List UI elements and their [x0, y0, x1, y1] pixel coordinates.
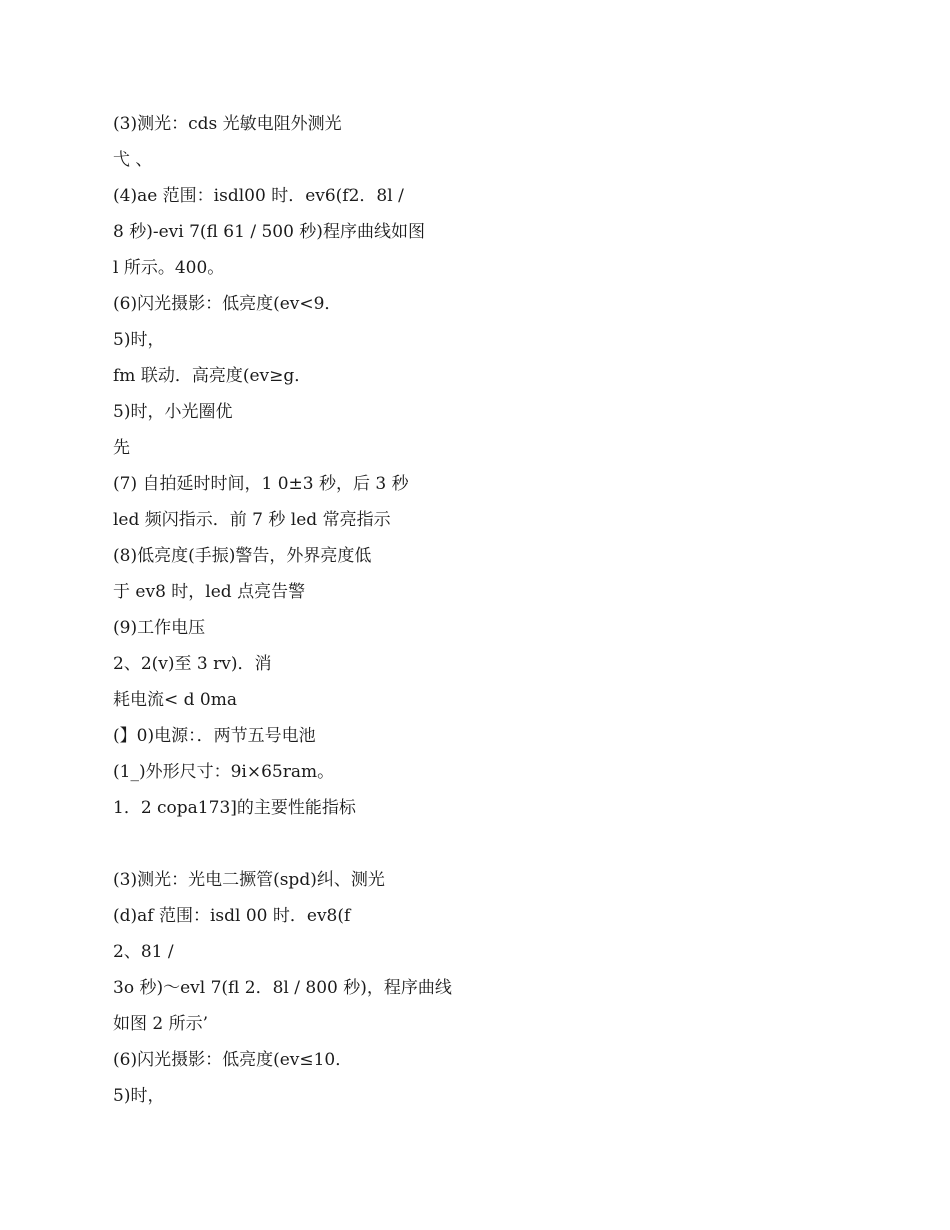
text-line: 3o 秒)～evl 7(fl 2．8l / 800 秒)，程序曲线: [113, 978, 452, 998]
text-line: (8)低亮度(手振)警告，外界亮度低: [113, 546, 372, 566]
text-line: (3)测光：光电二撅管(spd)纠、测光: [113, 870, 385, 890]
text-line: 如图 2 所示’: [113, 1014, 209, 1034]
text-line: 2、2(v)至 3 rv)．消: [113, 654, 272, 674]
text-line: fm 联动．高亮度(ev≥g．: [113, 366, 312, 386]
text-line: (3)测光：cds 光敏电阻外测光: [113, 114, 342, 134]
blank-line: [113, 832, 813, 868]
document-body: [113, 112, 813, 1120]
text-line: 耗电流< d 0ma: [113, 690, 238, 710]
text-line: 5)时，: [113, 330, 165, 350]
text-line: (9)工作电压: [113, 618, 206, 638]
section-heading: 1．2 copa173]的主要性能指标: [113, 798, 356, 818]
text-line: 5)时，: [113, 1086, 165, 1106]
text-line: 于 ev8 时，led 点亮告警: [113, 582, 306, 602]
text-line: (6)闪光摄影：低亮度(ev≤10．: [113, 1050, 353, 1070]
text-line: (】0)电源：．两节五号电池: [113, 726, 316, 746]
text-line: led 频闪指示．前 7 秒 led 常亮指示: [113, 510, 391, 530]
text-line: (1_)外形尺寸：9i×65ram。: [113, 762, 335, 782]
text-line: (6)闪光摄影：低亮度(ev<9．: [113, 294, 342, 314]
text-line: 8 秒)-evi 7(fl 61 / 500 秒)程序曲线如图: [113, 222, 425, 242]
text-line: (d)af 范围：isdl 00 时．ev8(f: [113, 906, 351, 926]
text-line: 2、81 /: [113, 942, 174, 962]
text-line: l 所示。400。: [113, 258, 225, 278]
text-line: (4)ae 范围：isdl00 时．ev6(f2．8l /: [113, 186, 404, 206]
text-line: 先: [113, 438, 130, 458]
text-line: 5)时，小光圈优: [113, 402, 233, 422]
text-line: (7) 自拍延时时间，1 0±3 秒，后 3 秒: [113, 474, 409, 494]
text-line: 弋 、: [113, 150, 153, 170]
